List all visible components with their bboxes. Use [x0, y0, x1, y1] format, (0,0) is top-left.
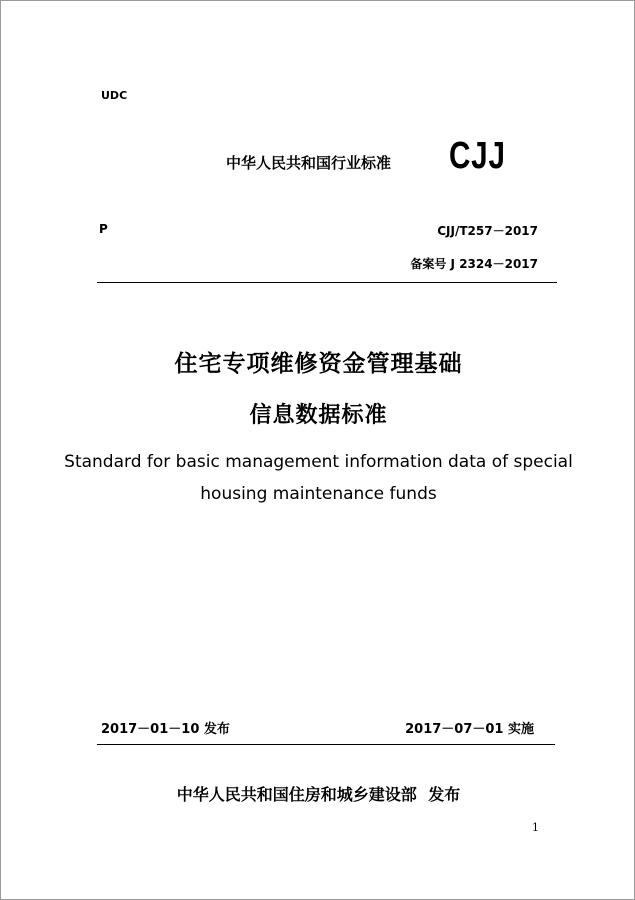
- standard-code: CJJ/T257－2017: [437, 224, 538, 238]
- page-number: 1: [532, 821, 539, 834]
- bottom-divider: [97, 744, 555, 745]
- title-zh-line1: 住宅专项维修资金管理基础: [174, 351, 463, 377]
- implementation-date: 2017－07－01 实施: [405, 722, 534, 737]
- record-number: 备案号 J 2324－2017: [410, 257, 538, 271]
- cjj-logo: CJJ: [449, 135, 506, 177]
- issue-date: 2017－01－10 发布: [101, 722, 230, 737]
- udc-label: UDC: [101, 89, 128, 102]
- top-divider: [97, 282, 557, 283]
- title-en-line2: housing maintenance funds: [200, 484, 437, 504]
- title-zh-line2: 信息数据标准: [249, 403, 388, 428]
- title-en-line1: Standard for basic management information data of special: [64, 452, 573, 472]
- publisher: 中华人民共和国住房和城乡建设部 发布: [176, 785, 461, 804]
- standard-type-heading: 中华人民共和国行业标准: [226, 154, 392, 172]
- classification-p-label: P: [99, 222, 108, 236]
